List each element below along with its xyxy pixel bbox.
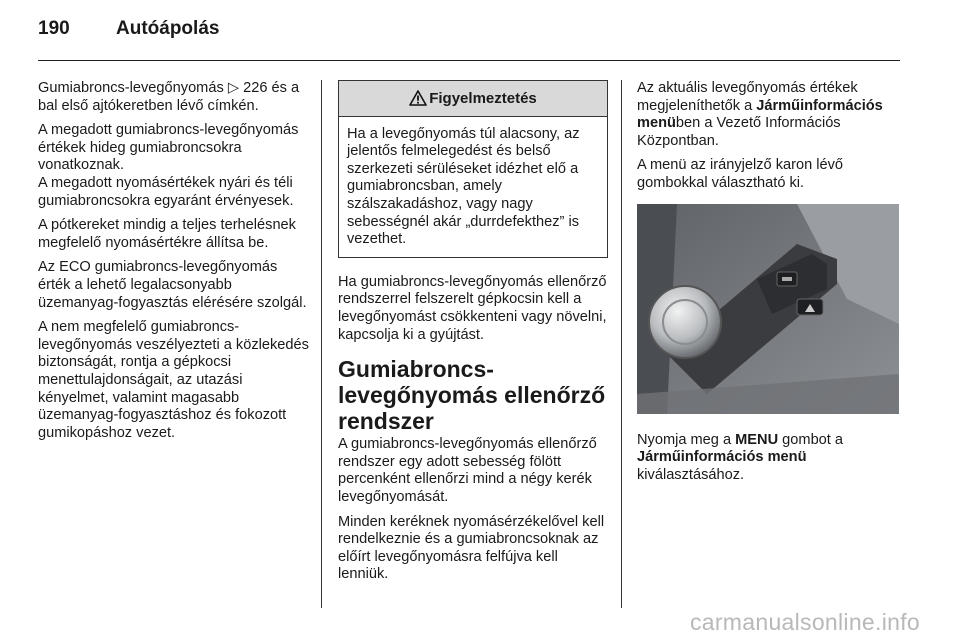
warning-title: Figyelmeztetés — [429, 90, 537, 107]
warning-header — [339, 81, 607, 117]
column-divider-right — [621, 80, 622, 608]
paragraph: A nem megfelelő gumiabroncs-levegőnyomás veszélyezteti a közlekedés biztonságát, rontja a gépkocsi menettulajdonságait, az utazási kényelmet, valamint magasabb üzemanyag-fogyasztáshoz és fokozott gumikopáshoz vezet. — [38, 319, 309, 441]
page-number: 190 — [38, 18, 70, 39]
menu-button-label: MENU — [735, 431, 779, 448]
page-reference-link[interactable]: 226 — [243, 80, 268, 96]
paragraph: A megadott gumiabroncs-levegőnyomás értékek hideg gumiabroncsokra vonatkoznak. A megadott nyomásértékek nyári és téli gumiabroncsokra egyaránt érvényesek. — [38, 122, 299, 209]
turn-signal-lever-photo — [637, 204, 899, 414]
watermark: carmanualsonline.info — [689, 609, 920, 635]
column-left — [38, 80, 310, 449]
paragraph: A menü az irányjelző karon lévő gombokkal választható ki. — [637, 157, 844, 191]
paragraph: A pótkereket mindig a teljes terhelésnek megfelelő nyomásértékre állítsa be. — [38, 217, 296, 251]
paragraph: Ha gumiabroncs-levegőnyomás ellenőrző rendszerrel felszerelt gépkocsin kell a levegőnyomást csökkenteni vagy növelni, kapcsolja ki a gyújtást. — [338, 273, 607, 343]
page-reference-arrow-icon: ▷ — [227, 80, 240, 96]
paragraph: Minden keréknek nyomásérzékelővel kell rendelkeznie és a gumiabroncsoknak az előírt levegőnyomásra felfújva kell lenniük. — [338, 513, 605, 583]
column-right — [637, 80, 907, 491]
paragraph: Gumiabroncs-levegőnyomás ▷ 226 és a bal első ajtókeretben lévő címkén. — [38, 80, 300, 114]
paragraph: Az ECO gumiabroncs-levegőnyomás érték a lehető legalacsonyabb üzemanyag-fogyasztás elérésére szolgál. — [38, 259, 307, 311]
paragraph: Nyomja meg a MENU gombot a Járműinformációs menü kiválasztásához. — [637, 431, 844, 483]
warning-box — [338, 80, 608, 258]
section-heading: Gumiabroncs-levegőnyomás ellenőrző rendszer — [338, 356, 606, 435]
paragraph: Az aktuális levegőnyomás értékek megjeleníthetők a Járműinformációs menüben a Vezető Információs Központban. — [637, 80, 883, 149]
menu-name: Járműinformációs menü — [637, 97, 883, 132]
menu-name: Járműinformációs menü — [637, 449, 807, 466]
column-divider-left — [321, 80, 322, 608]
column-middle — [338, 80, 608, 591]
warning-text: Ha a levegőnyomás túl alacsony, az jelentős felmelegedést és belső szerkezeti sérüléseket idézhet elő a gumiabroncsban, amely szálszakadáshoz, vagy nagy sebességnél akár „durrdefekthez” is vezethet. — [347, 125, 580, 248]
header-rule — [38, 60, 900, 61]
chapter-title: Autóápolás — [116, 18, 220, 39]
paragraph: A gumiabroncs-levegőnyomás ellenőrző rendszer egy adott sebesség fölött percenként ellenőrzi mind a négy kerék levegőnyomását. — [338, 436, 597, 505]
warning-triangle-icon — [409, 90, 427, 106]
page-header — [38, 18, 219, 40]
